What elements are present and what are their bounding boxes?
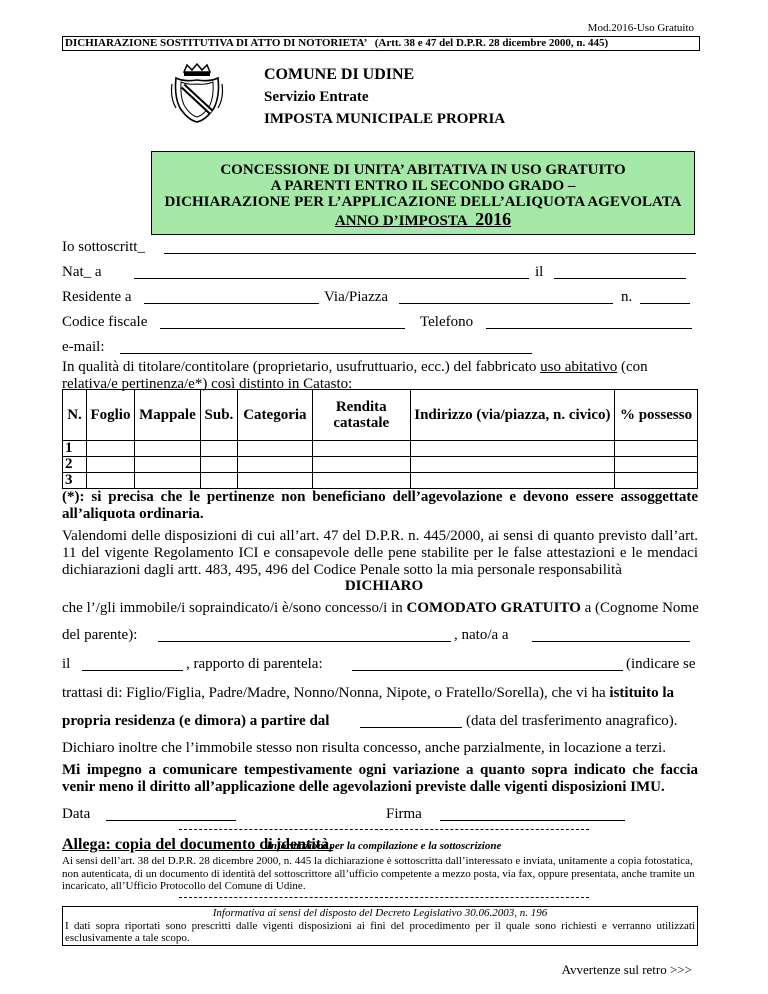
tax-year-label: ANNO D’IMPOSTA 2016 [334,209,512,229]
header-title: DICHIARAZIONE SOSTITUTIVA DI ATTO DI NOTORIETA’ [65,37,367,49]
allega-note: Allega: copia del documento di identità. [62,836,334,853]
sottoscritto-label: Io sottoscritt_ [62,239,145,255]
col-header: Sub. [200,390,237,441]
codice-fiscale-field[interactable] [160,328,405,329]
divider [179,897,589,898]
parente-il-label: il [62,656,71,672]
table-cell[interactable] [237,457,312,473]
valendomi-paragraph: Valendomi delle disposizioni di cui all’art. 47 del D.P.R. n. 445/2000, ai sensi di quanto previsto dall’art. 11 del vigente Regolamento ICI e consapevole delle pene stabilite per le false attestazioni e le mendaci dichiarazioni dagli artt. 483, 495, 496 del Codice Penale sotto la mia personale responsabilità [62,528,698,578]
row-number: 2 [63,457,87,473]
residente-field[interactable] [144,303,319,304]
table-cell[interactable] [237,473,312,489]
title-line-1: CONCESSIONE DI UNITA’ ABITATIVA IN USO GRATUITO [220,162,626,178]
trattasi-line: trattasi di: Figlio/Figlia, Padre/Madre, Nonno/Nonna, Nipote, o Fratello/Sorella), che vi ha istituito la [62,685,674,701]
table-cell[interactable] [312,441,410,457]
table-cell[interactable] [410,441,614,457]
birth-date-field[interactable] [554,278,686,279]
locazione-statement: Dichiaro inoltre che l’immobile stesso non risulta concesso, anche parzialmente, in locazione a terzi. [62,740,666,756]
table-cell[interactable] [312,473,410,489]
table-row [63,457,698,473]
firma-field[interactable] [440,820,625,821]
nato-a-label: , nato/a a [454,627,509,643]
il-label: il [535,264,544,280]
via-label: Via/Piazza [324,289,389,305]
comune-name: COMUNE DI UDINE [264,66,415,83]
coat-of-arms-icon [170,62,224,124]
col-header: % possesso [615,390,698,441]
table-row [63,473,698,489]
comodato-gratuito-text: COMODATO GRATUITO [406,600,581,616]
table-cell[interactable] [134,457,200,473]
table-cell[interactable] [86,473,134,489]
sottoscritto-field[interactable] [164,253,696,254]
numero-label: n. [621,289,633,305]
col-header: Foglio [86,390,134,441]
row-number: 1 [63,441,87,457]
firma-label: Firma [386,806,422,822]
data-label: Data [62,806,91,822]
tax-year-value: 2016 [475,209,512,229]
table-cell[interactable] [410,457,614,473]
parente-birthplace-field[interactable] [532,641,690,642]
email-label: e-mail: [62,339,105,355]
residenza-label: propria residenza (e dimora) a partire dal [62,713,330,729]
col-header: Rendita catastale [312,390,410,441]
title-box [151,151,695,235]
parente-label: del parente): [62,627,138,643]
info-text: Ai sensi dell’art. 38 del D.P.R. 28 dicembre 2000, n. 445 la dichiarazione è sottoscritta dall’interessato e inviata, unitamente a copia fotostatica, non autenticata, di un documento di identità del sottoscrittore all’ufficio competente a mezzo posta, via fax, oppure presentata, anche tramite un incaricato, all’Ufficio Protocollo del Comune di Udine. [62,855,695,892]
impegno-statement: Mi impegno a comunicare tempestivamente ogni variazione a quanto sopra indicato che faccia venir meno il diritto all’applicazione delle agevolazioni previste dalle vigenti disposizioni IMU. [62,762,698,795]
numero-field[interactable] [640,303,690,304]
title-line-3: DICHIARAZIONE PER L’APPLICAZIONE DELL’ALIQUOTA AGEVOLATA [164,194,682,210]
col-header: Mappale [134,390,200,441]
title-line-2: A PARENTI ENTRO IL SECONDO GRADO – [270,178,576,194]
header-box [62,36,700,51]
indicare-label: (indicare se [626,656,696,672]
table-cell[interactable] [615,441,698,457]
privacy-title: Informativa ai sensi del disposto del Decreto Legislativo 30.06.2003, n. 196 [212,907,548,919]
retro-link[interactable]: Avvertenze sul retro >>> [561,962,692,977]
tax-name: IMPOSTA MUNICIPALE PROPRIA [264,111,506,127]
nato-label: Nat_ a [62,264,102,280]
table-header-row [63,390,698,441]
email-field[interactable] [120,353,532,354]
privacy-box [62,906,698,946]
dichiaro-heading: DICHIARO [344,578,424,594]
table-cell[interactable] [86,441,134,457]
tax-year-line [152,211,694,229]
comodato-line-1: che l’/gli immobile/i sopraindicato/i è/sono concesso/i in COMODATO GRATUITO a (Cognome Nome [62,600,699,616]
privacy-text: I dati sopra riportati sono prescritti dalle vigenti disposizioni ai fini del procedimento per il quale sono richiesti e verranno utilizzati esclusivamente a tale scopo. [65,919,695,944]
telefono-field[interactable] [486,328,692,329]
table-cell[interactable] [134,473,200,489]
table-cell[interactable] [615,457,698,473]
form-code: Mod.2016-Uso Gratuito [587,22,694,34]
parente-name-field[interactable] [158,641,451,642]
col-header: Indirizzo (via/piazza, n. civico) [410,390,614,441]
info-title: Informazioni per la compilazione e la sottoscrizione [266,840,502,852]
divider [179,829,589,830]
table-cell[interactable] [615,473,698,489]
table-row [63,441,698,457]
table-cell[interactable] [237,441,312,457]
rapporto-field[interactable] [352,670,623,671]
residenza-date-field[interactable] [360,727,462,728]
via-field[interactable] [399,303,613,304]
rapporto-label: , rapporto di parentela: [186,656,323,672]
table-cell[interactable] [312,457,410,473]
pertinenze-note: (*): si precisa che le pertinenze non beneficiano dell’agevolazione e devono essere assoggettate all’aliquota ordinaria. [62,489,698,522]
header-reference: (Artt. 38 e 47 del D.P.R. 28 dicembre 2000, n. 445) [374,37,609,49]
table-cell[interactable] [200,441,237,457]
table-cell[interactable] [200,457,237,473]
codice-fiscale-label: Codice fiscale [62,314,148,330]
nato-field[interactable] [134,278,529,279]
table-cell[interactable] [134,441,200,457]
table-cell[interactable] [86,457,134,473]
table-cell[interactable] [410,473,614,489]
service-name: Servizio Entrate [264,89,369,105]
qualita-paragraph: In qualità di titolare/contitolare (proprietario, usufruttuario, ecc.) del fabbricato uso abitativo (con relativa/e pertinenza/e*) così distinto in Catasto: [62,359,648,392]
uso-abitativo-text: uso abitativo [540,359,618,375]
row-number: 3 [63,473,87,489]
catasto-table [62,389,698,489]
telefono-label: Telefono [420,314,474,330]
data-field[interactable] [106,820,236,821]
col-header: N. [63,390,87,441]
data-trasferimento-note: (data del trasferimento anagrafico). [466,713,678,729]
table-cell[interactable] [200,473,237,489]
residente-label: Residente a [62,289,132,305]
parente-birthdate-field[interactable] [82,670,183,671]
col-header: Categoria [237,390,312,441]
